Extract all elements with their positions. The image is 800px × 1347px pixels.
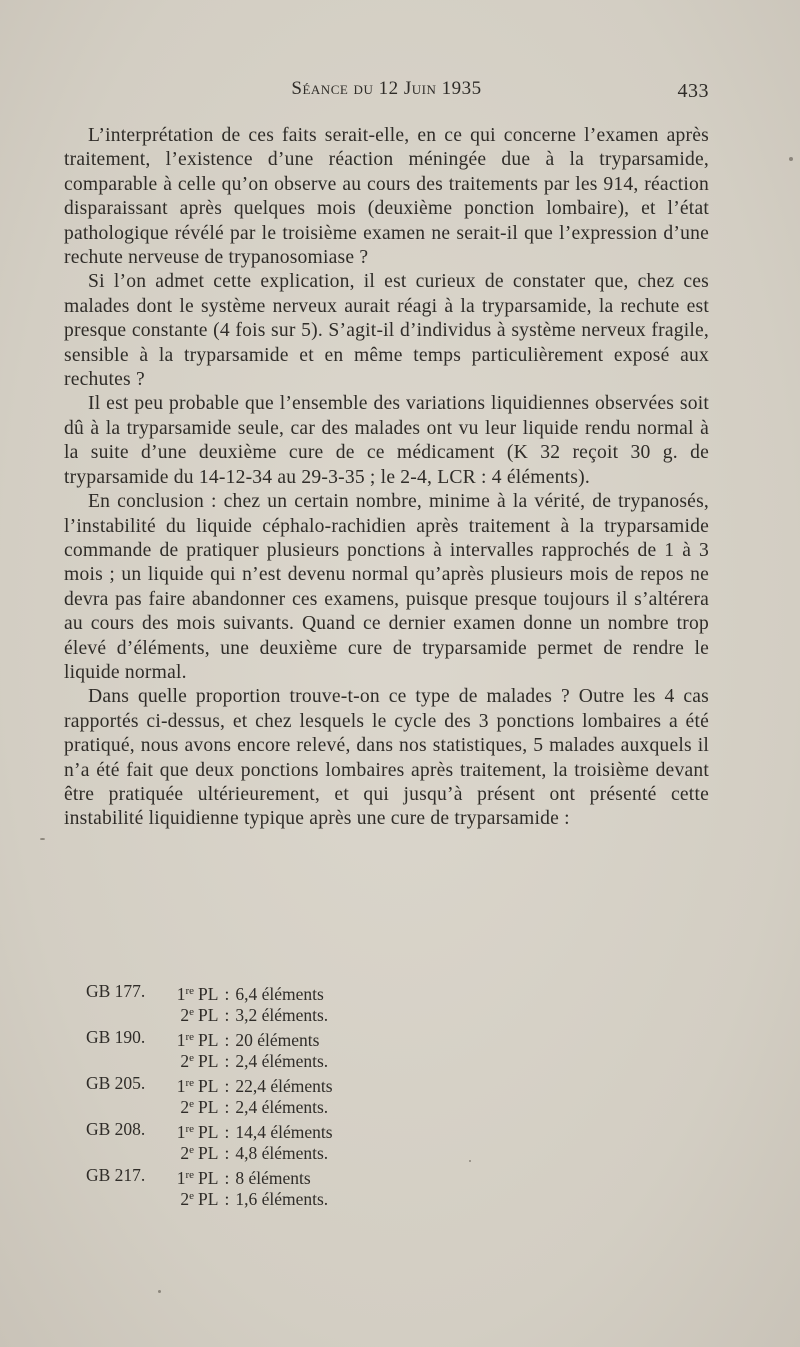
ordinal-suffix: re <box>185 1031 194 1043</box>
case-entry <box>86 1073 506 1116</box>
paragraph: Si l’on admet cette explication, il est curieux de constater que, chez ces malades dont le système nerveux aurait réagi à la tryparsamide, la rechute est presque constante (4 fois sur 5). S’agit-il d’individus à système nerveux fragile, sensible à la tryparsamide et en même temps particulièrement exposé aux rechutes ? <box>64 271 709 391</box>
cell-count: 8 éléments <box>235 1168 311 1188</box>
puncture-ordinal: 1 <box>176 1030 186 1050</box>
ordinal-suffix: re <box>185 1077 194 1089</box>
puncture-ordinal: 2 <box>180 1189 190 1209</box>
pl-label: PL <box>198 1051 219 1071</box>
ordinal-suffix: e <box>189 1098 194 1110</box>
cell-count: 3,2 éléments. <box>235 1005 329 1025</box>
page-number: 433 <box>677 80 709 102</box>
pl-label: PL <box>198 1143 219 1163</box>
cell-count: 2,4 éléments. <box>235 1097 329 1117</box>
case-entry <box>86 1119 506 1162</box>
ordinal-suffix: re <box>185 1123 194 1135</box>
case-code: GB 177. <box>86 981 146 1001</box>
puncture-ordinal: 1 <box>176 1122 186 1142</box>
body-text <box>64 124 709 832</box>
case-code: GB 208. <box>86 1119 146 1139</box>
separator: : <box>224 1168 230 1188</box>
ordinal-suffix: e <box>189 1052 194 1064</box>
paper-speck <box>789 157 793 161</box>
cell-count: 4,8 éléments. <box>235 1143 329 1163</box>
separator: : <box>224 1122 230 1142</box>
case-list <box>86 981 506 1211</box>
puncture-ordinal: 2 <box>180 1051 190 1071</box>
pl-label: PL <box>198 1076 219 1096</box>
page-header <box>64 78 709 108</box>
pl-label: PL <box>198 1030 219 1050</box>
separator: : <box>224 1097 230 1117</box>
cell-count: 6,4 éléments <box>235 984 324 1004</box>
cell-count: 1,6 éléments. <box>235 1189 329 1209</box>
pl-label: PL <box>198 984 219 1004</box>
lumbar-puncture-line <box>152 1186 328 1210</box>
paper-speck <box>469 1160 471 1162</box>
case-entry <box>86 981 506 1024</box>
ordinal-suffix: e <box>189 1190 194 1202</box>
paragraph: Il est peu probable que l’ensemble des variations liquidiennes observées soit dû à la tryparsamide seule, car des malades ont vu leur liquide rendu normal à la suite d’une deuxième cure de ce médicament (K 32 reçoit 30 g. de tryparsamide du 14-12-34 au 29-3-35 ; le 2-4, LCR : 4 éléments). <box>64 393 709 488</box>
case-code: GB 217. <box>86 1165 146 1185</box>
cell-count: 2,4 éléments. <box>235 1051 329 1071</box>
separator: : <box>224 1143 230 1163</box>
cell-count: 22,4 éléments <box>235 1076 333 1096</box>
separator: : <box>224 1030 230 1050</box>
paragraph: Dans quelle proportion trouve-t-on ce type de malades ? Outre les 4 cas rapportés ci-dessus, et chez lesquels le cycle des 3 ponctions lombaires a été pratiqué, nous avons encore relevé, dans nos statistiques, 5 malades auxquels il n’a été fait que deux ponctions lombaires après traitement, la troisième devant être pratiquée ultérieurement, et qui jusqu’à présent ont présenté cette instabilité liquidienne typique après une cure de tryparsamide : <box>64 686 709 830</box>
pl-label: PL <box>198 1005 219 1025</box>
pl-label: PL <box>198 1122 219 1142</box>
pl-label: PL <box>198 1189 219 1209</box>
paragraph: En conclusion : chez un certain nombre, minime à la vérité, de trypanosés, l’instabilité du liquide céphalo-rachidien après traitement à la tryparsamide commande de pratiquer plusieurs ponctions à intervalles rapprochés de 1 à 3 mois ; un liquide qui n’est devenu normal qu’après plusieurs mois de repos ne devra pas faire abandonner ces examens, puisque presque toujours il s’altérera au cours des mois suivants. Quand ce dernier examen donne un nombre trop élevé d’éléments, une deuxième cure de tryparsamide permet de rendre le liquide normal. <box>64 491 709 683</box>
separator: : <box>224 984 230 1004</box>
paragraph: L’interprétation de ces faits serait-elle, en ce qui concerne l’examen après traitement, l’existence d’une réaction méningée due à la tryparsamide, comparable à celle qu’on observe au cours des traitements par les 914, réaction disparaissant après quelques mois (deuxième ponction lombaire), et l’état pathologique révélé par le troisième examen ne serait-il que l’expression d’une rechute nerveuse de trypanosomiase ? <box>64 125 709 269</box>
pl-label: PL <box>198 1168 219 1188</box>
separator: : <box>224 1005 230 1025</box>
lumbar-puncture-line <box>152 1002 328 1026</box>
running-title: Séance du 12 Juin 1935 <box>291 78 482 99</box>
lumbar-puncture-line <box>152 1048 328 1072</box>
puncture-ordinal: 1 <box>176 1168 186 1188</box>
ordinal-suffix: re <box>185 985 194 997</box>
ordinal-suffix: e <box>189 1144 194 1156</box>
cell-count: 20 éléments <box>235 1030 320 1050</box>
cell-count: 14,4 éléments <box>235 1122 333 1142</box>
puncture-ordinal: 2 <box>180 1005 190 1025</box>
lumbar-puncture-line <box>152 1094 328 1118</box>
puncture-ordinal: 1 <box>176 1076 186 1096</box>
case-entry <box>86 1165 506 1208</box>
case-code: GB 205. <box>86 1073 146 1093</box>
paper-speck <box>40 838 45 840</box>
puncture-ordinal: 2 <box>180 1143 190 1163</box>
case-code: GB 190. <box>86 1027 146 1047</box>
puncture-ordinal: 1 <box>176 984 186 1004</box>
paper-speck <box>158 1290 161 1293</box>
separator: : <box>224 1076 230 1096</box>
ordinal-suffix: e <box>189 1006 194 1018</box>
separator: : <box>224 1189 230 1209</box>
separator: : <box>224 1051 230 1071</box>
case-entry <box>86 1027 506 1070</box>
puncture-ordinal: 2 <box>180 1097 190 1117</box>
ordinal-suffix: re <box>185 1169 194 1181</box>
pl-label: PL <box>198 1097 219 1117</box>
lumbar-puncture-line <box>152 1140 328 1164</box>
